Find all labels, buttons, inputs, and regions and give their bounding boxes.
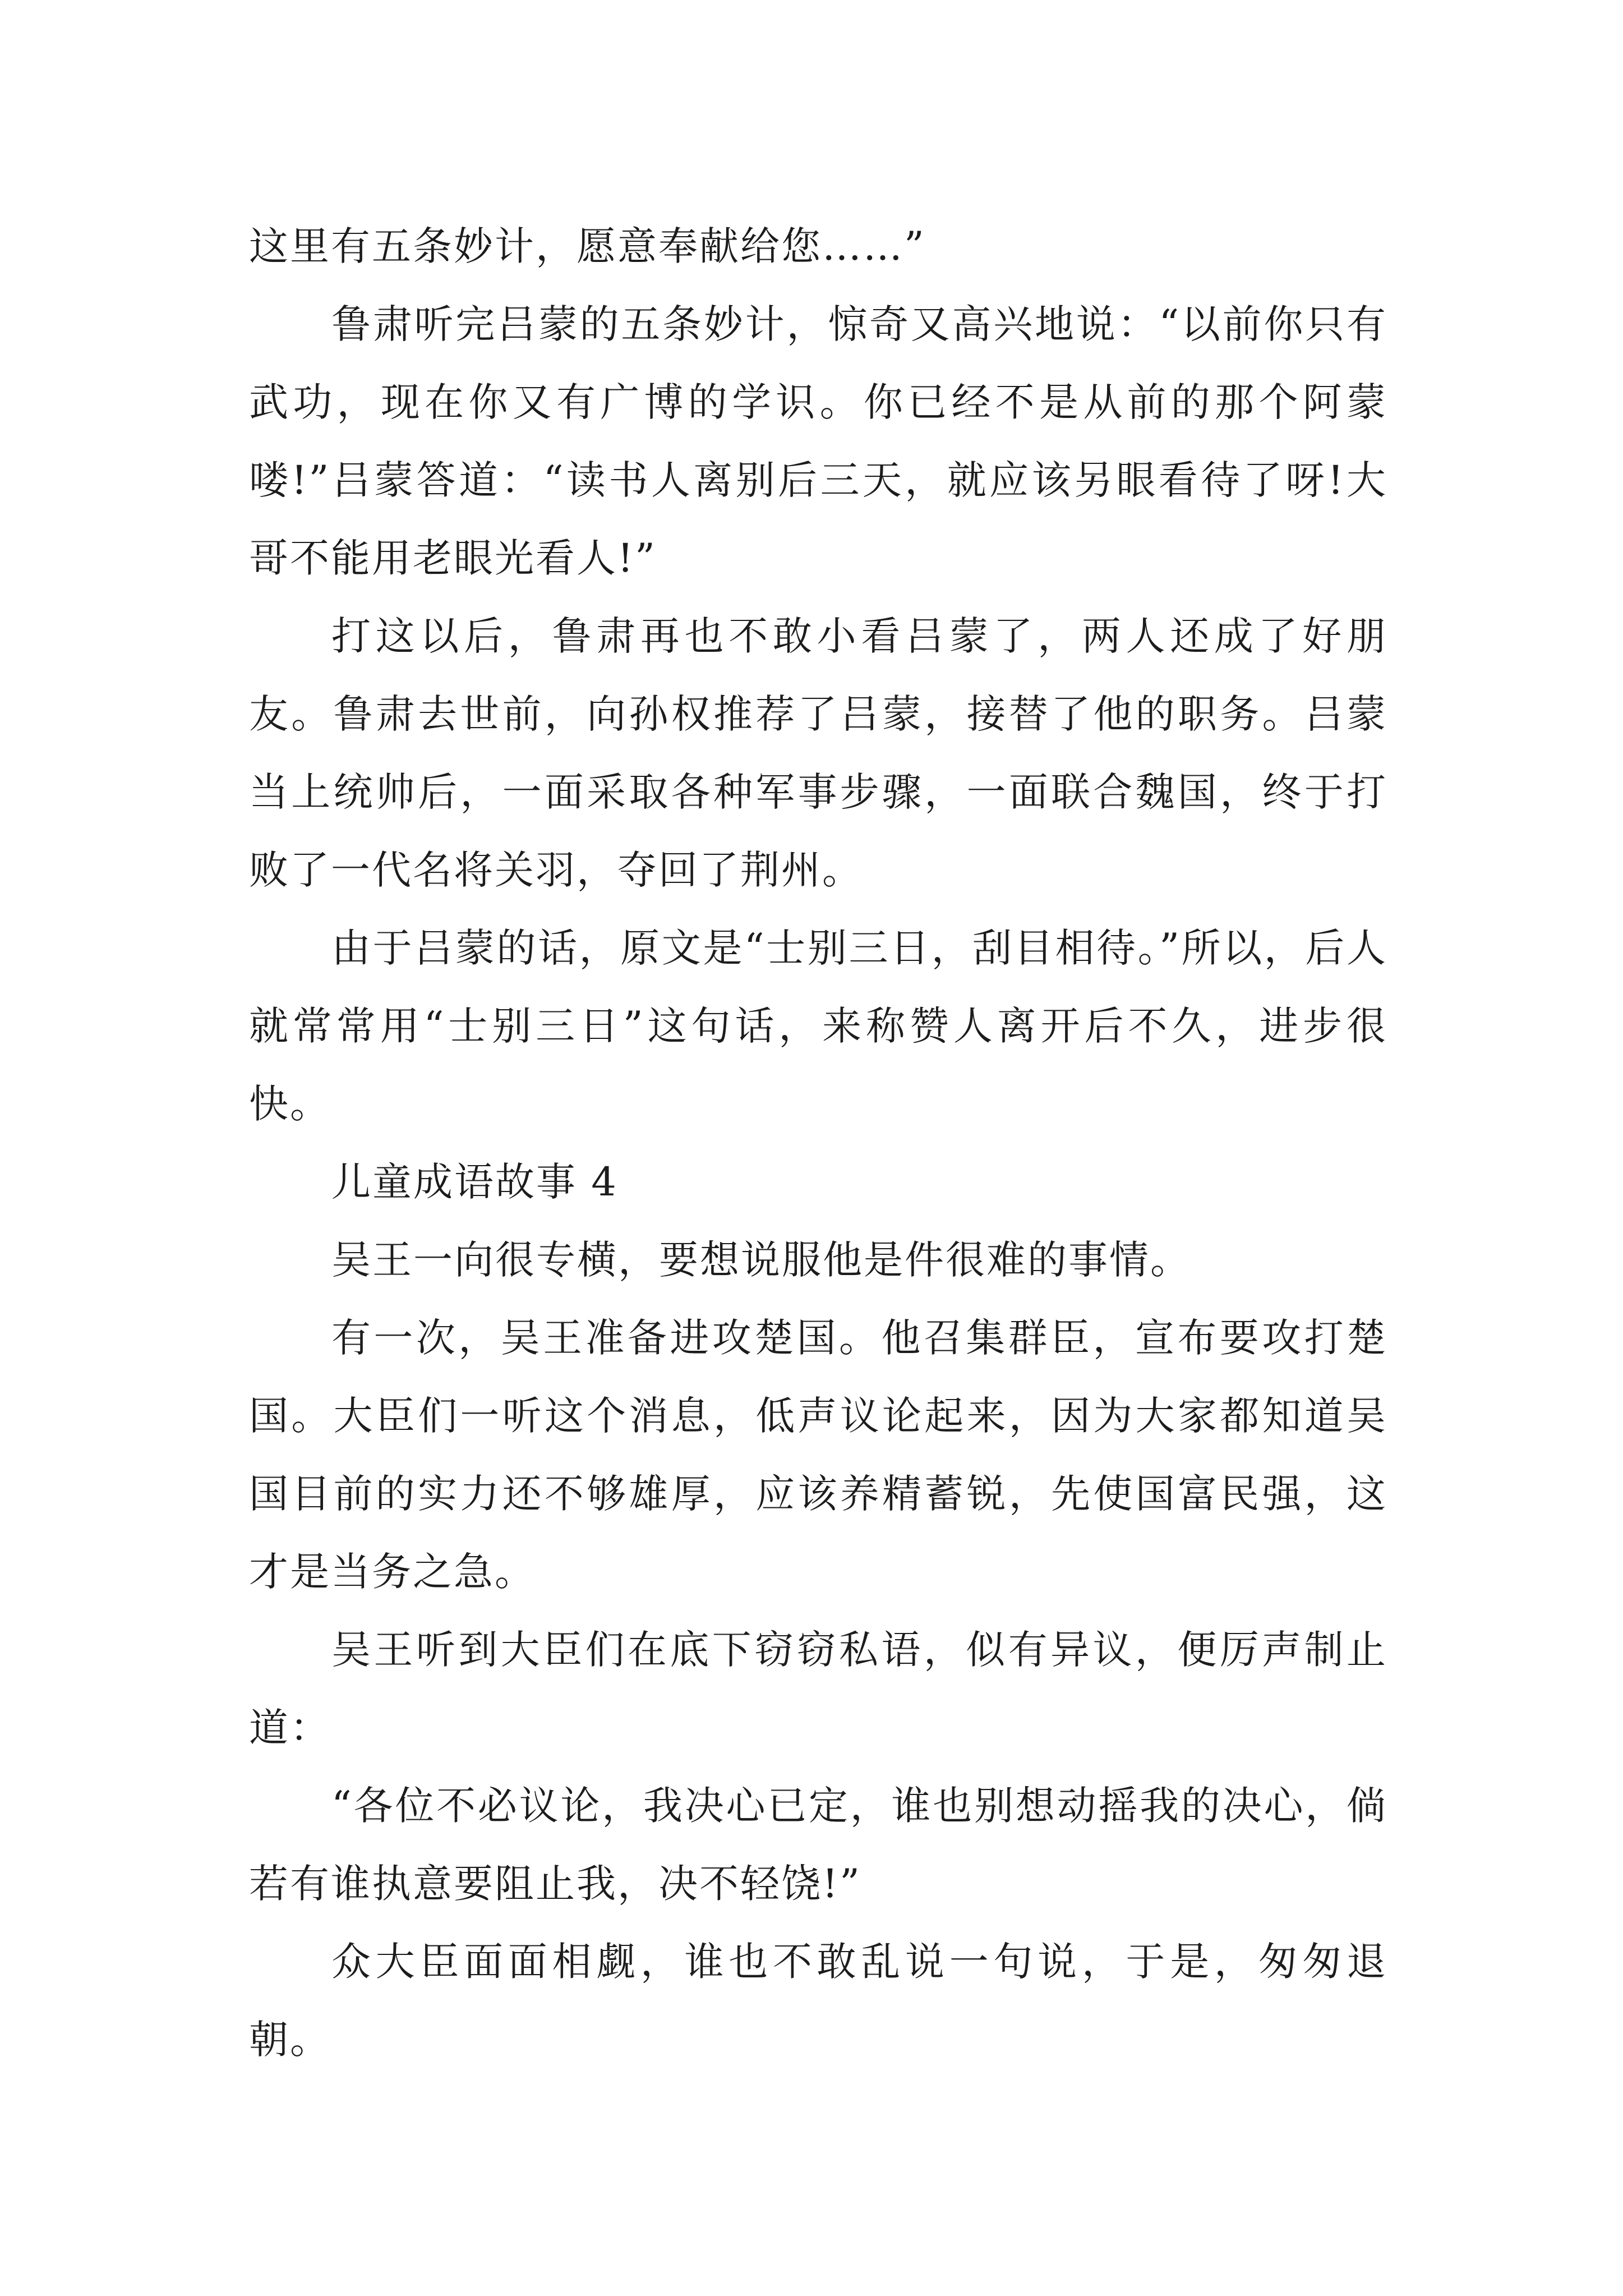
paragraph-9: 众大臣面面相觑，谁也不敢乱说一句说，于是，匆匆退朝。 bbox=[249, 1939, 1387, 2063]
paragraph-1: 这里有五条妙计，愿意奉献给您……” bbox=[249, 223, 926, 269]
paragraph-4: 由于吕蒙的话，原文是“士别三日，刮目相待。”所以，后人就常常用“士别三日”这句话，来称赞人离开后不久，进步很快。 bbox=[249, 925, 1387, 1127]
document-body bbox=[249, 208, 1387, 2079]
paragraph-5: 吴王一向很专横，要想说服他是件很难的事情。 bbox=[331, 1237, 1191, 1283]
paragraph-8: “各位不必议论，我决心已定，谁也别想动摇我的决心，倘若有谁执意要阻止我，决不轻饶!” bbox=[249, 1783, 1387, 1907]
paragraph-2: 鲁肃听完吕蒙的五条妙计，惊奇又高兴地说：“以前你只有武功，现在你又有广博的学识。你已经不是从前的那个阿蒙喽!”吕蒙答道：“读书人离别后三天，就应该另眼看待了呀!大哥不能用老眼光看人!” bbox=[249, 301, 1387, 581]
section-heading: 儿童成语故事 4 bbox=[331, 1159, 618, 1205]
paragraph-7: 吴王听到大臣们在底下窃窃私语，似有异议，便厉声制止道： bbox=[249, 1627, 1387, 1751]
paragraph-6: 有一次，吴王准备进攻楚国。他召集群臣，宣布要攻打楚国。大臣们一听这个消息，低声议论起来，因为大家都知道吴国目前的实力还不够雄厚，应该养精蓄锐，先使国富民强，这才是当务之急。 bbox=[249, 1315, 1387, 1595]
paragraph-3: 打这以后，鲁肃再也不敢小看吕蒙了，两人还成了好朋友。鲁肃去世前，向孙权推荐了吕蒙，接替了他的职务。吕蒙当上统帅后，一面采取各种军事步骤，一面联合魏国，终于打败了一代名将关羽，夺回了荆州。 bbox=[249, 613, 1387, 893]
